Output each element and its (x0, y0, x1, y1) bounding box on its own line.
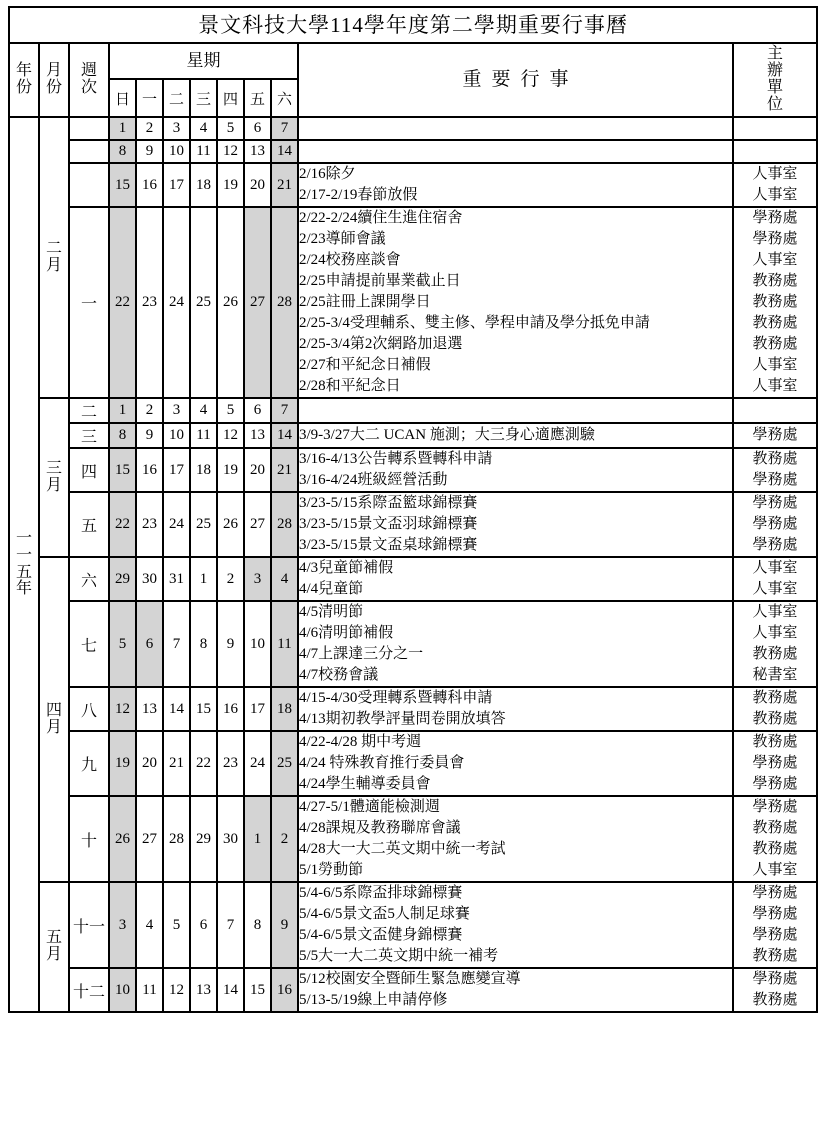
month-cell (39, 117, 69, 398)
unit-item: 教務處 (752, 992, 798, 1008)
day-cell: 1 (244, 796, 271, 882)
week-number-cell (69, 117, 109, 140)
day-cell: 11 (271, 601, 298, 687)
calendar-week-row (9, 140, 817, 163)
unit-item: 教務處 (752, 336, 798, 352)
header-weekday-0: 日 (109, 79, 136, 117)
day-cell: 2 (136, 398, 163, 423)
month-cell (39, 398, 69, 557)
vertical-char: 一 (15, 546, 32, 564)
day-cell: 17 (244, 687, 271, 731)
vertical-char: 週 (80, 62, 97, 80)
header-week (69, 43, 109, 117)
unit-cell (733, 687, 817, 731)
day-cell: 10 (244, 601, 271, 687)
header-weekday-4: 四 (217, 79, 244, 117)
event-empty (299, 141, 732, 162)
unit-cell (733, 163, 817, 207)
day-cell: 29 (190, 796, 217, 882)
week-number-cell: 六 (69, 557, 109, 601)
event-item: 4/27-5/1體適能檢測週 (299, 799, 440, 815)
day-cell: 21 (271, 163, 298, 207)
day-cell: 3 (109, 882, 136, 968)
events-cell (298, 968, 733, 1012)
event-item: 5/13-5/19線上申請停修 (299, 992, 448, 1008)
header-weekday-6: 六 (271, 79, 298, 117)
unit-item: 人事室 (752, 378, 798, 394)
unit-item: 教務處 (752, 294, 798, 310)
unit-item: 學務處 (752, 537, 798, 553)
event-item: 3/23-5/15景文盃桌球錦標賽 (299, 537, 478, 553)
vertical-char: 份 (45, 79, 62, 96)
unit-item: 人事室 (752, 252, 798, 268)
event-item: 2/25註冊上課開學日 (299, 294, 431, 310)
unit-cell (733, 423, 817, 448)
unit-item: 學務處 (752, 755, 798, 771)
calendar-week-row (9, 448, 817, 492)
unit-cell (733, 557, 817, 601)
unit-item: 人事室 (752, 581, 798, 597)
day-cell: 12 (217, 140, 244, 163)
header-row-1 (9, 43, 817, 79)
day-cell: 2 (136, 117, 163, 140)
week-number-cell: 一 (69, 207, 109, 398)
event-item: 4/28課規及教務聯席會議 (299, 820, 461, 836)
unit-item: 學務處 (752, 799, 798, 815)
events-cell (298, 398, 733, 423)
week-number-cell: 十 (69, 796, 109, 882)
unit-cell (733, 882, 817, 968)
vertical-char: 月 (45, 256, 62, 274)
day-cell: 4 (271, 557, 298, 601)
academic-calendar-table (8, 6, 818, 1013)
day-cell: 12 (163, 968, 190, 1012)
unit-cell (733, 601, 817, 687)
calendar-week-row (9, 557, 817, 601)
vertical-char: 月 (45, 476, 62, 494)
day-cell: 28 (271, 492, 298, 557)
page-title: 景文科技大學114學年度第二學期重要行事曆 (9, 7, 817, 43)
calendar-week-row (9, 687, 817, 731)
unit-item: 教務處 (752, 734, 798, 750)
unit-cell (733, 796, 817, 882)
calendar-week-row (9, 601, 817, 687)
day-cell: 9 (136, 140, 163, 163)
events-cell (298, 601, 733, 687)
event-item: 3/23-5/15景文盃羽球錦標賽 (299, 516, 478, 532)
unit-item: 學務處 (752, 231, 798, 247)
day-cell: 13 (190, 968, 217, 1012)
event-item: 3/16-4/13公告轉系暨轉科申請 (299, 451, 493, 467)
day-cell: 3 (163, 398, 190, 423)
calendar-week-row (9, 492, 817, 557)
unit-item: 教務處 (752, 690, 798, 706)
day-cell: 17 (163, 448, 190, 492)
unit-item: 教務處 (752, 711, 798, 727)
header-unit (733, 43, 817, 117)
week-number-cell: 二 (69, 398, 109, 423)
day-cell: 7 (217, 882, 244, 968)
day-cell: 26 (109, 796, 136, 882)
unit-item: 教務處 (752, 451, 798, 467)
day-cell: 18 (271, 687, 298, 731)
day-cell: 16 (271, 968, 298, 1012)
day-cell: 18 (190, 163, 217, 207)
vertical-char: 二 (45, 239, 62, 257)
event-item: 4/15-4/30受理轉系暨轉科申請 (299, 690, 493, 706)
day-cell: 3 (163, 117, 190, 140)
event-item: 5/5大一大二英文期中統一補考 (299, 948, 499, 964)
title-row (9, 7, 817, 43)
calendar-week-row (9, 882, 817, 968)
year-cell (9, 117, 39, 1012)
unit-item: 學務處 (752, 495, 798, 511)
day-cell: 6 (190, 882, 217, 968)
week-number-cell: 四 (69, 448, 109, 492)
day-cell: 2 (271, 796, 298, 882)
day-cell: 9 (136, 423, 163, 448)
day-cell: 14 (271, 140, 298, 163)
unit-item: 學務處 (752, 971, 798, 987)
day-cell: 1 (109, 117, 136, 140)
day-cell: 6 (244, 117, 271, 140)
unit-item: 學務處 (752, 906, 798, 922)
event-empty (299, 118, 732, 139)
event-item: 2/17-2/19春節放假 (299, 187, 418, 203)
day-cell: 19 (217, 448, 244, 492)
vertical-char: 三 (45, 459, 62, 477)
events-cell (298, 731, 733, 796)
day-cell: 10 (163, 140, 190, 163)
event-item: 4/24 特殊教育推行委員會 (299, 755, 465, 771)
calendar-week-row (9, 796, 817, 882)
event-item: 5/12校園安全暨師生緊急應變宣導 (299, 971, 521, 987)
events-cell (298, 207, 733, 398)
month-cell (39, 882, 69, 1012)
events-cell (298, 163, 733, 207)
day-cell: 5 (109, 601, 136, 687)
vertical-char: 主 (766, 45, 783, 63)
event-item: 2/16除夕 (299, 166, 356, 182)
day-cell: 16 (217, 687, 244, 731)
unit-item: 人事室 (752, 604, 798, 620)
day-cell: 27 (244, 207, 271, 398)
vertical-char: 月 (45, 718, 62, 736)
unit-item: 教務處 (752, 948, 798, 964)
unit-cell (733, 448, 817, 492)
unit-item: 人事室 (752, 862, 798, 878)
calendar-week-row (9, 163, 817, 207)
event-item: 2/25-3/4第2次網路加退選 (299, 336, 463, 352)
day-cell: 10 (109, 968, 136, 1012)
event-item: 5/4-6/5景文盃5人制足球賽 (299, 906, 470, 922)
day-cell: 1 (109, 398, 136, 423)
day-cell: 11 (136, 968, 163, 1012)
vertical-char: 年 (15, 580, 32, 598)
day-cell: 8 (190, 601, 217, 687)
event-item: 3/16-4/24班級經營活動 (299, 472, 448, 488)
unit-cell (733, 731, 817, 796)
week-number-cell (69, 140, 109, 163)
day-cell: 27 (244, 492, 271, 557)
day-cell: 14 (217, 968, 244, 1012)
day-cell: 8 (109, 140, 136, 163)
day-cell: 4 (190, 117, 217, 140)
event-item: 2/28和平紀念日 (299, 378, 401, 394)
unit-empty (734, 141, 816, 162)
events-cell (298, 687, 733, 731)
events-cell (298, 882, 733, 968)
day-cell: 13 (136, 687, 163, 731)
unit-item: 教務處 (752, 315, 798, 331)
events-cell (298, 492, 733, 557)
event-item: 2/27和平紀念日補假 (299, 357, 431, 373)
day-cell: 25 (190, 207, 217, 398)
day-cell: 9 (271, 882, 298, 968)
event-item: 5/4-6/5景文盃健身錦標賽 (299, 927, 463, 943)
header-weekday-3: 三 (190, 79, 217, 117)
unit-item: 教務處 (752, 646, 798, 662)
unit-item: 學務處 (752, 776, 798, 792)
day-cell: 28 (163, 796, 190, 882)
unit-cell (733, 117, 817, 140)
week-number-cell: 三 (69, 423, 109, 448)
day-cell: 26 (217, 492, 244, 557)
event-item: 2/25申請提前畢業截止日 (299, 273, 461, 289)
day-cell: 20 (244, 163, 271, 207)
day-cell: 24 (163, 492, 190, 557)
event-item: 2/23導師會議 (299, 231, 386, 247)
calendar-week-row (9, 398, 817, 423)
vertical-char: 位 (766, 95, 783, 113)
day-cell: 14 (271, 423, 298, 448)
day-cell: 25 (190, 492, 217, 557)
month-cell (39, 557, 69, 882)
day-cell: 1 (190, 557, 217, 601)
day-cell: 5 (163, 882, 190, 968)
vertical-char: 月 (45, 946, 62, 963)
day-cell: 14 (163, 687, 190, 731)
unit-item: 學務處 (752, 516, 798, 532)
event-empty (299, 400, 732, 421)
events-cell (298, 140, 733, 163)
unit-cell (733, 492, 817, 557)
day-cell: 28 (271, 207, 298, 398)
header-weekday-1: 一 (136, 79, 163, 117)
day-cell: 20 (136, 731, 163, 796)
unit-item: 教務處 (752, 820, 798, 836)
day-cell: 24 (163, 207, 190, 398)
day-cell: 2 (217, 557, 244, 601)
week-number-cell: 十一 (69, 882, 109, 968)
unit-cell (733, 140, 817, 163)
event-item: 4/5清明節 (299, 604, 364, 620)
day-cell: 20 (244, 448, 271, 492)
day-cell: 15 (109, 163, 136, 207)
day-cell: 11 (190, 140, 217, 163)
header-weekday-5: 五 (244, 79, 271, 117)
event-item: 2/22-2/24續住生進住宿舍 (299, 210, 463, 226)
header-events: 重要行事 (298, 43, 733, 117)
event-item: 5/4-6/5系際盃排球錦標賽 (299, 885, 463, 901)
day-cell: 7 (163, 601, 190, 687)
vertical-char: 月 (45, 62, 62, 80)
week-number-cell: 十二 (69, 968, 109, 1012)
vertical-char: 次 (80, 79, 97, 96)
day-cell: 6 (244, 398, 271, 423)
day-cell: 22 (109, 492, 136, 557)
day-cell: 21 (271, 448, 298, 492)
day-cell: 13 (244, 140, 271, 163)
day-cell: 19 (217, 163, 244, 207)
day-cell: 5 (217, 398, 244, 423)
event-item: 4/4兒童節 (299, 581, 364, 597)
header-weekday-2: 二 (163, 79, 190, 117)
calendar-week-row (9, 423, 817, 448)
unit-item: 學務處 (752, 427, 798, 443)
day-cell: 12 (217, 423, 244, 448)
unit-item: 教務處 (752, 841, 798, 857)
day-cell: 15 (190, 687, 217, 731)
events-cell (298, 557, 733, 601)
day-cell: 16 (136, 163, 163, 207)
vertical-char: 五 (45, 929, 62, 947)
event-item: 4/7校務會議 (299, 667, 379, 683)
week-number-cell: 八 (69, 687, 109, 731)
day-cell: 21 (163, 731, 190, 796)
day-cell: 23 (136, 492, 163, 557)
unit-empty (734, 400, 816, 421)
week-number-cell: 七 (69, 601, 109, 687)
events-cell (298, 448, 733, 492)
event-item: 2/24校務座談會 (299, 252, 401, 268)
calendar-week-row (9, 968, 817, 1012)
vertical-char: 一 (15, 529, 32, 547)
vertical-char: 四 (45, 701, 62, 719)
vertical-char: 五 (15, 563, 32, 581)
calendar-week-row (9, 731, 817, 796)
vertical-char: 單 (766, 79, 783, 96)
event-item: 3/23-5/15系際盃籃球錦標賽 (299, 495, 478, 511)
day-cell: 26 (217, 207, 244, 398)
day-cell: 7 (271, 117, 298, 140)
unit-item: 學務處 (752, 472, 798, 488)
vertical-char: 份 (15, 79, 32, 96)
unit-cell (733, 968, 817, 1012)
unit-item: 學務處 (752, 885, 798, 901)
day-cell: 12 (109, 687, 136, 731)
day-cell: 22 (190, 731, 217, 796)
unit-cell (733, 207, 817, 398)
day-cell: 13 (244, 423, 271, 448)
day-cell: 24 (244, 731, 271, 796)
calendar-week-row (9, 117, 817, 140)
events-cell (298, 117, 733, 140)
day-cell: 10 (163, 423, 190, 448)
event-item: 4/13期初教學評量問卷開放填答 (299, 711, 506, 727)
unit-item: 秘書室 (752, 667, 798, 683)
week-number-cell: 五 (69, 492, 109, 557)
day-cell: 22 (109, 207, 136, 398)
event-item: 5/1勞動節 (299, 862, 364, 878)
unit-cell (733, 398, 817, 423)
day-cell: 27 (136, 796, 163, 882)
unit-item: 人事室 (752, 625, 798, 641)
unit-item: 人事室 (752, 357, 798, 373)
week-number-cell: 九 (69, 731, 109, 796)
day-cell: 16 (136, 448, 163, 492)
vertical-char: 年 (15, 62, 32, 80)
header-month (39, 43, 69, 117)
day-cell: 29 (109, 557, 136, 601)
day-cell: 3 (244, 557, 271, 601)
day-cell: 4 (136, 882, 163, 968)
day-cell: 9 (217, 601, 244, 687)
week-number-cell (69, 163, 109, 207)
events-cell (298, 423, 733, 448)
day-cell: 11 (190, 423, 217, 448)
day-cell: 23 (217, 731, 244, 796)
header-year (9, 43, 39, 117)
day-cell: 15 (244, 968, 271, 1012)
calendar-week-row (9, 207, 817, 398)
unit-item: 學務處 (752, 927, 798, 943)
event-item: 4/24學生輔導委員會 (299, 776, 431, 792)
events-cell (298, 796, 733, 882)
day-cell: 23 (136, 207, 163, 398)
day-cell: 17 (163, 163, 190, 207)
day-cell: 4 (190, 398, 217, 423)
event-item: 4/6清明節補假 (299, 625, 394, 641)
day-cell: 31 (163, 557, 190, 601)
unit-item: 人事室 (752, 187, 798, 203)
day-cell: 5 (217, 117, 244, 140)
unit-item: 人事室 (752, 560, 798, 576)
unit-item: 教務處 (752, 273, 798, 289)
day-cell: 8 (109, 423, 136, 448)
day-cell: 19 (109, 731, 136, 796)
day-cell: 8 (244, 882, 271, 968)
day-cell: 30 (217, 796, 244, 882)
day-cell: 30 (136, 557, 163, 601)
event-item: 4/3兒童節補假 (299, 560, 394, 576)
day-cell: 7 (271, 398, 298, 423)
unit-item: 學務處 (752, 210, 798, 226)
header-weekday-group: 星期 (109, 43, 298, 79)
unit-empty (734, 118, 816, 139)
event-item: 4/7上課達三分之一 (299, 646, 424, 662)
vertical-char: 辦 (766, 62, 783, 80)
day-cell: 6 (136, 601, 163, 687)
event-item: 4/28大一大二英文期中統一考試 (299, 841, 506, 857)
day-cell: 25 (271, 731, 298, 796)
event-item: 3/9-3/27大二 UCAN 施測；大三身心適應測驗 (299, 427, 595, 443)
event-item: 2/25-3/4受理輔系、雙主修、學程申請及學分抵免申請 (299, 315, 650, 331)
day-cell: 15 (109, 448, 136, 492)
unit-item: 人事室 (752, 166, 798, 182)
day-cell: 18 (190, 448, 217, 492)
event-item: 4/22-4/28 期中考週 (299, 734, 422, 750)
